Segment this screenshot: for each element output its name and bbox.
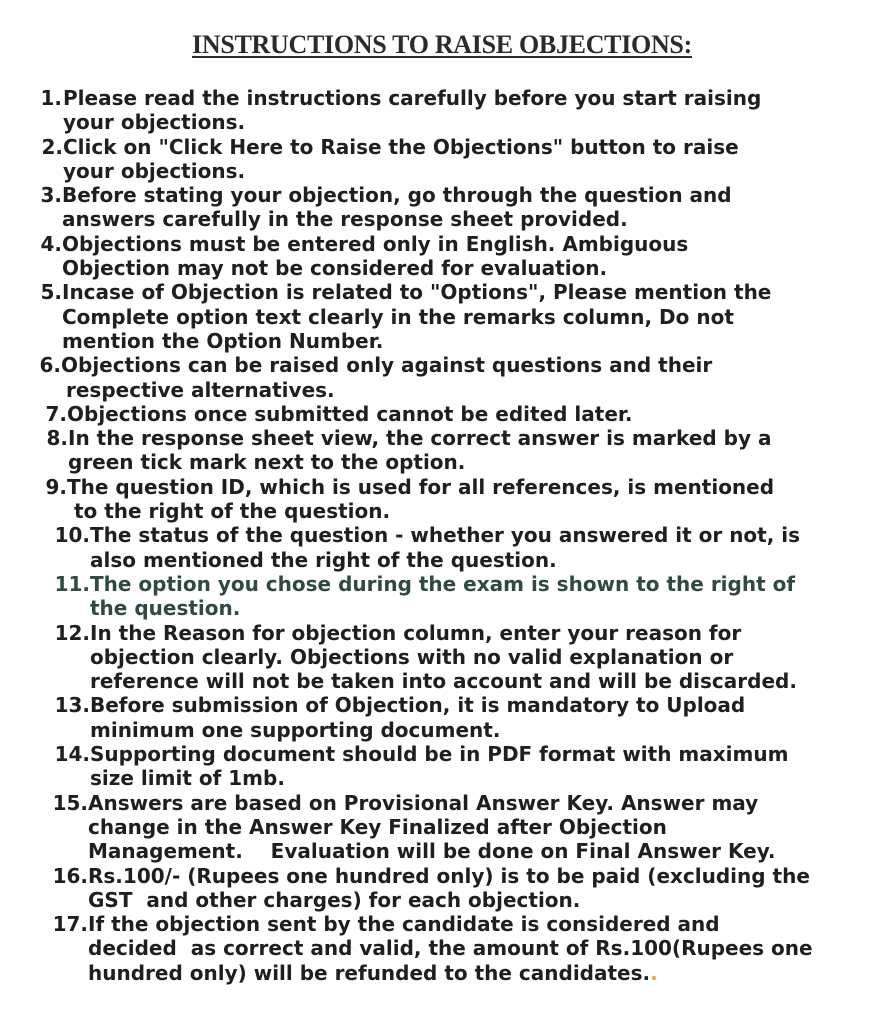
item-number: 16.	[52, 863, 88, 888]
item-number: 4.	[40, 231, 62, 256]
instruction-item	[2, 572, 884, 621]
item-line: Complete option text clearly in the remarks column, Do not	[62, 304, 734, 329]
item-line	[88, 961, 884, 985]
item-line: also mentioned the right of the question.	[90, 547, 557, 572]
item-line: Objections must be entered only in English. Ambiguous	[62, 231, 689, 256]
instruction-item	[0, 183, 884, 232]
instruction-item	[0, 402, 884, 426]
item-number: 9.	[45, 474, 67, 499]
item-line: minimum one supporting document.	[90, 717, 501, 742]
item-line: the question.	[90, 596, 241, 621]
instruction-item	[0, 791, 884, 864]
item-number: 3.	[40, 183, 62, 208]
instruction-item	[0, 912, 884, 985]
item-line: Objections once submitted cannot be edited later.	[67, 401, 633, 426]
item-line: GST and other charges) for each objection.	[88, 887, 581, 912]
item-number: 7.	[45, 401, 67, 426]
item-number: 6.	[39, 353, 61, 378]
instruction-item	[0, 86, 884, 135]
item-line: Management. Evaluation will be done on Final Answer Key.	[88, 839, 776, 864]
item-line-text: hundred only) will be refunded to the candidates.	[88, 960, 651, 985]
item-line: Click on "Click Here to Raise the Objections" button to raise	[63, 134, 739, 159]
item-number: 14.	[54, 742, 90, 767]
item-line: objection clearly. Objections with no valid explanation or	[90, 644, 734, 669]
item-line: Incase of Objection is related to "Options", Please mention the	[62, 280, 772, 305]
item-line: Please read the instructions carefully before you start raising	[63, 86, 762, 110]
instruction-item	[2, 523, 884, 572]
item-line: size limit of 1mb.	[90, 766, 285, 791]
item-line: mention the Option Number.	[62, 328, 384, 353]
item-line: In the Reason for objection column, enter your reason for	[90, 620, 742, 645]
instruction-item	[0, 280, 884, 353]
item-number: 5.	[40, 280, 62, 305]
item-line: If the objection sent by the candidate is considered and	[88, 912, 720, 937]
item-line: The option you chose during the exam is shown to the right of	[90, 571, 796, 596]
item-line: reference will not be taken into account and will be discarded.	[90, 669, 797, 694]
instruction-item	[0, 426, 884, 475]
item-number: 1.	[40, 86, 62, 110]
page-title: INSTRUCTIONS TO RAISE OBJECTIONS:	[192, 30, 692, 59]
item-line: your objections.	[63, 158, 246, 183]
instruction-item	[0, 864, 884, 913]
item-line: The status of the question - whether you answered it or not, is	[90, 523, 801, 548]
item-line: Objection may not be considered for evaluation.	[62, 256, 608, 281]
item-line: green tick mark next to the option.	[68, 450, 466, 475]
item-number: 17.	[52, 912, 88, 937]
item-line: The question ID, which is used for all references, is mentioned	[67, 474, 775, 499]
item-line: Answers are based on Provisional Answer Key. Answer may	[88, 790, 759, 815]
instruction-item	[2, 621, 884, 694]
instruction-item	[0, 135, 884, 184]
item-line: change in the Answer Key Finalized after Objection	[88, 814, 667, 839]
instruction-item	[2, 742, 884, 791]
trailing-dot: .	[650, 960, 658, 985]
item-number: 8.	[46, 426, 68, 451]
item-line: Before submission of Objection, it is mandatory to Upload	[90, 693, 746, 718]
item-number: 11.	[54, 571, 90, 596]
item-line: Supporting document should be in PDF format with maximum	[90, 742, 789, 767]
item-line: Objections can be raised only against questions and their	[61, 353, 713, 378]
item-line: Rs.100/- (Rupees one hundred only) is to be paid (excluding the	[88, 863, 810, 888]
item-line: respective alternatives.	[66, 377, 335, 402]
item-line: to the right of the question.	[67, 499, 391, 524]
instruction-item	[0, 475, 884, 524]
item-line: Before stating your objection, go through the question and	[62, 183, 732, 208]
item-line: your objections.	[63, 110, 246, 135]
instruction-item	[0, 232, 884, 281]
item-number: 12.	[54, 620, 90, 645]
instruction-list	[0, 86, 884, 985]
instruction-item	[0, 353, 884, 402]
item-line: decided as correct and valid, the amount of Rs.100(Rupees one	[88, 936, 813, 961]
item-number: 10.	[54, 523, 90, 548]
item-number: 13.	[54, 693, 90, 718]
item-line: In the response sheet view, the correct answer is marked by a	[68, 426, 772, 451]
instruction-item	[2, 693, 884, 742]
item-number: 15.	[52, 790, 88, 815]
item-number: 2.	[41, 134, 63, 159]
item-line: answers carefully in the response sheet provided.	[62, 207, 628, 232]
